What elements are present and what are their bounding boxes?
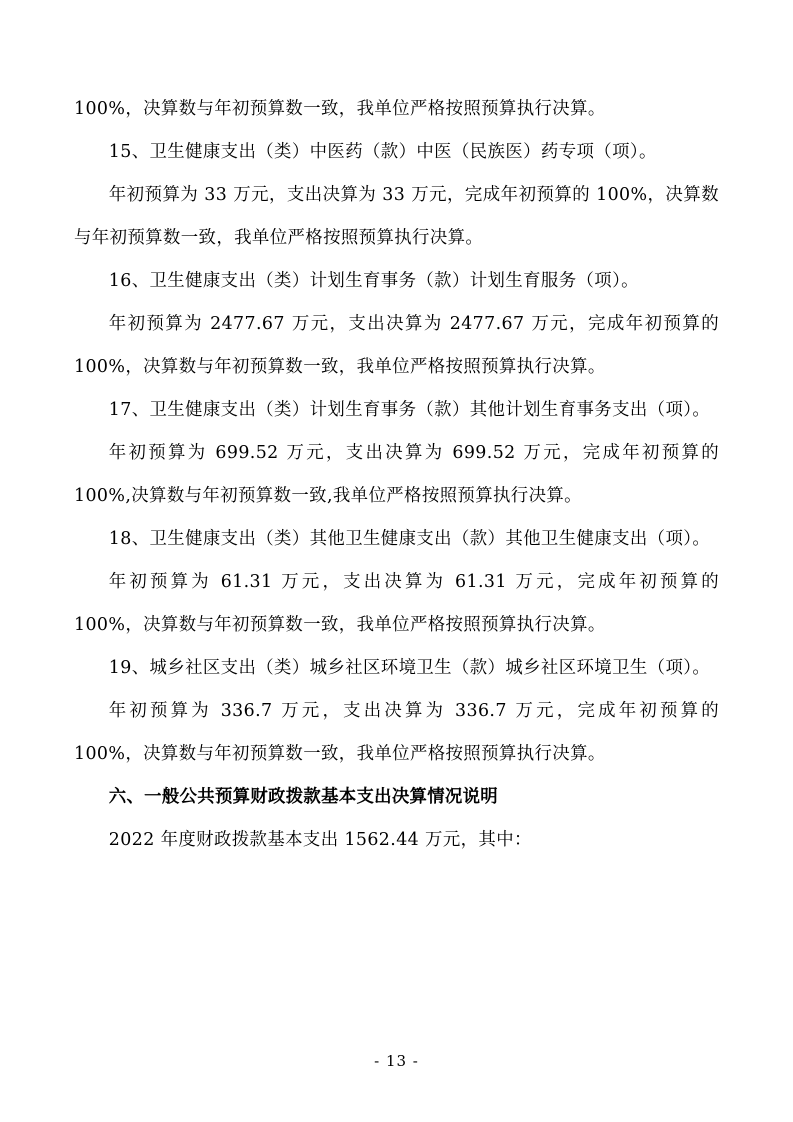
paragraph-item-19-title: 19、城乡社区支出（类）城乡社区环境卫生（款）城乡社区环境卫生（项）。 xyxy=(108,658,711,678)
paragraph-item-16-body: 年初预算为 2477.67 万元，支出决算为 2477.67 万元，完成年初预算的 100%，决算数与年初预算数一致，我单位严格按照预算执行决算。 xyxy=(74,314,719,377)
document-body-closing xyxy=(74,819,719,862)
paragraph-continued: 100%，决算数与年初预算数一致，我单位严格按照预算执行决算。 xyxy=(74,99,606,119)
paragraph-item-15-title: 15、卫生健康支出（类）中医药（款）中医（民族医）药专项（项）。 xyxy=(108,142,657,162)
paragraph-item-18-title: 18、卫生健康支出（类）其他卫生健康支出（款）其他卫生健康支出（项）。 xyxy=(108,529,711,549)
document-body xyxy=(74,88,719,776)
paragraph-item-17-title: 17、卫生健康支出（类）计划生育事务（款）其他计划生育事务支出（项）。 xyxy=(108,400,711,420)
paragraph-item-16-title: 16、卫生健康支出（类）计划生育事务（款）计划生育服务（项）。 xyxy=(108,271,639,291)
paragraph-item-15-body: 年初预算为 33 万元，支出决算为 33 万元，完成年初预算的 100%，决算数与年初预算数一致，我单位严格按照预算执行决算。 xyxy=(74,185,719,248)
page-number: - 13 - xyxy=(374,1052,419,1070)
section-heading-six: 六、一般公共预算财政拨款基本支出决算情况说明 xyxy=(108,787,498,807)
paragraph-item-18-body: 年初预算为 61.31 万元，支出决算为 61.31 万元，完成年初预算的 100%，决算数与年初预算数一致，我单位严格按照预算执行决算。 xyxy=(74,572,719,635)
paragraph-item-19-body: 年初预算为 336.7 万元，支出决算为 336.7 万元，完成年初预算的 100%，决算数与年初预算数一致，我单位严格按照预算执行决算。 xyxy=(74,701,719,764)
paragraph-closing: 2022 年度财政拨款基本支出 1562.44 万元，其中： xyxy=(108,830,532,850)
paragraph-item-17-body: 年初预算为 699.52 万元，支出决算为 699.52 万元，完成年初预算的 100%,决算数与年初预算数一致,我单位严格按照预算执行决算。 xyxy=(74,443,719,506)
